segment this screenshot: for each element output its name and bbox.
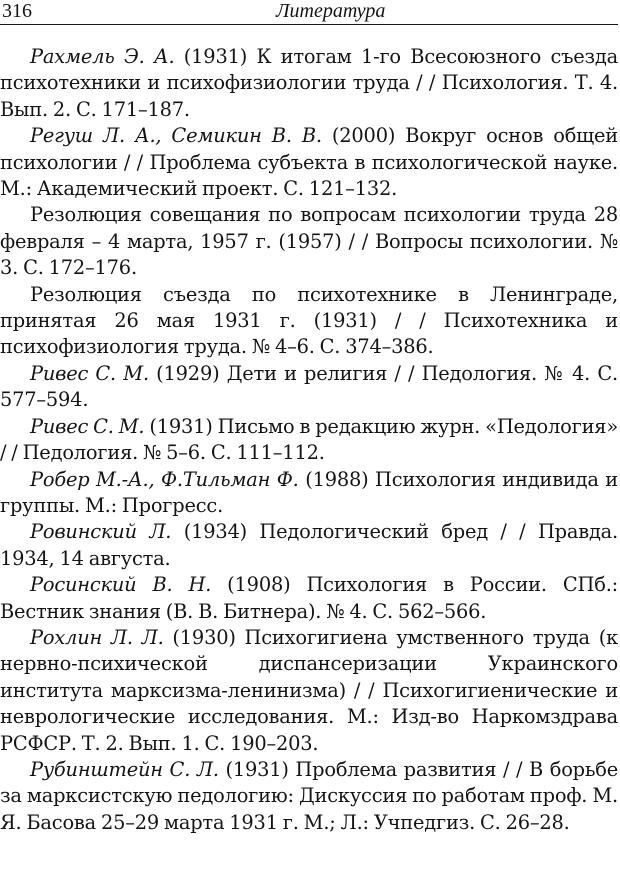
entry-text: (1988) Психология индивида и группы. М.: Прогресс. <box>0 467 618 517</box>
bibliography-list <box>0 44 618 884</box>
entry-text: (2000) Вокруг основ общей психологии / / Проблема субъекта в психологической науке. М.: Академический проект. С. 121–132. <box>0 124 618 201</box>
bibliography-entry <box>0 123 618 202</box>
running-header <box>0 0 618 28</box>
entry-author: Рахмель Э. А. <box>30 45 175 68</box>
entry-text: Резолюция совещания по вопросам психологии труда 28 февраля – 4 марта, 1957 г. (1957) / / Вопросы психологии. № 3. С. 172–176. <box>0 203 618 280</box>
entry-text: (1934) Педологический бред / / Правда. 1934, 14 августа. <box>0 520 618 570</box>
page-number: 316 <box>2 0 32 22</box>
bibliography-entry <box>0 625 618 757</box>
entry-author: Рубинштейн С. Л. <box>30 757 219 781</box>
bibliography-entry <box>0 282 618 361</box>
entry-author: Ривес С. М. <box>30 361 149 385</box>
running-title: Литература <box>276 0 386 22</box>
header-rule <box>0 24 618 25</box>
entry-author: Ровинский Л. <box>30 520 172 544</box>
bibliography-entry <box>0 572 618 625</box>
entry-text: (1931) Проблема развития / / В борьбе за марксистскую педологию: Дискуссия по работам проф. М. Я. Басова 25–29 марта 1931 г. М.; Л.: Учпедгиз. С. 26–28. <box>0 757 618 834</box>
entry-author: Регуш Л. А., Семикин В. В. <box>30 124 322 148</box>
bibliography-entry <box>0 414 618 467</box>
entry-author: Робер М.-А., Ф.Тильман Ф. <box>30 467 299 491</box>
entry-text: (1930) Психогигиена умственного труда (к нервно-психической диспансеризации Украинского института марксизма-ленинизма) / / Психогигиенические и неврологические исследования. М.: Изд-во Наркомздрава РСФСР. Т. 2. Вып. 1. С. 190–203. <box>0 625 618 755</box>
bibliography-entry <box>0 757 618 836</box>
entry-author: Рохлин Л. Л. <box>30 625 164 649</box>
bibliography-entry <box>0 467 618 520</box>
bibliography-entry <box>0 519 618 572</box>
bibliography-entry <box>0 44 618 123</box>
bibliography-entry <box>0 202 618 281</box>
bibliography-entry <box>0 361 618 414</box>
entry-text: (1931) Письмо в редакцию журн. «Педология» / / Педология. № 5–6. С. 111–112. <box>0 414 618 465</box>
entry-text: (1931) К итогам 1-го Всесоюзного съезда психотехники и психофизиологии труда / / Психология. Т. 4. Вып. 2. С. 171–187. <box>0 45 618 121</box>
entry-author: Росинский В. Н. <box>30 573 212 597</box>
entry-text: (1929) Дети и религия / / Педология. № 4. С. 577–594. <box>0 361 618 412</box>
entry-text: (1908) Психология в России. СПб.: Вестник знания (В. В. Битнера). № 4. С. 562–566. <box>0 573 618 623</box>
entry-text: Резолюция съезда по психотехнике в Ленинграде, принятая 26 мая 1931 г. (1931) / / Психотехника и психофизиология труда. № 4–6. С. 374–386. <box>0 282 618 359</box>
entry-author: Ривес С. М. <box>30 414 145 438</box>
